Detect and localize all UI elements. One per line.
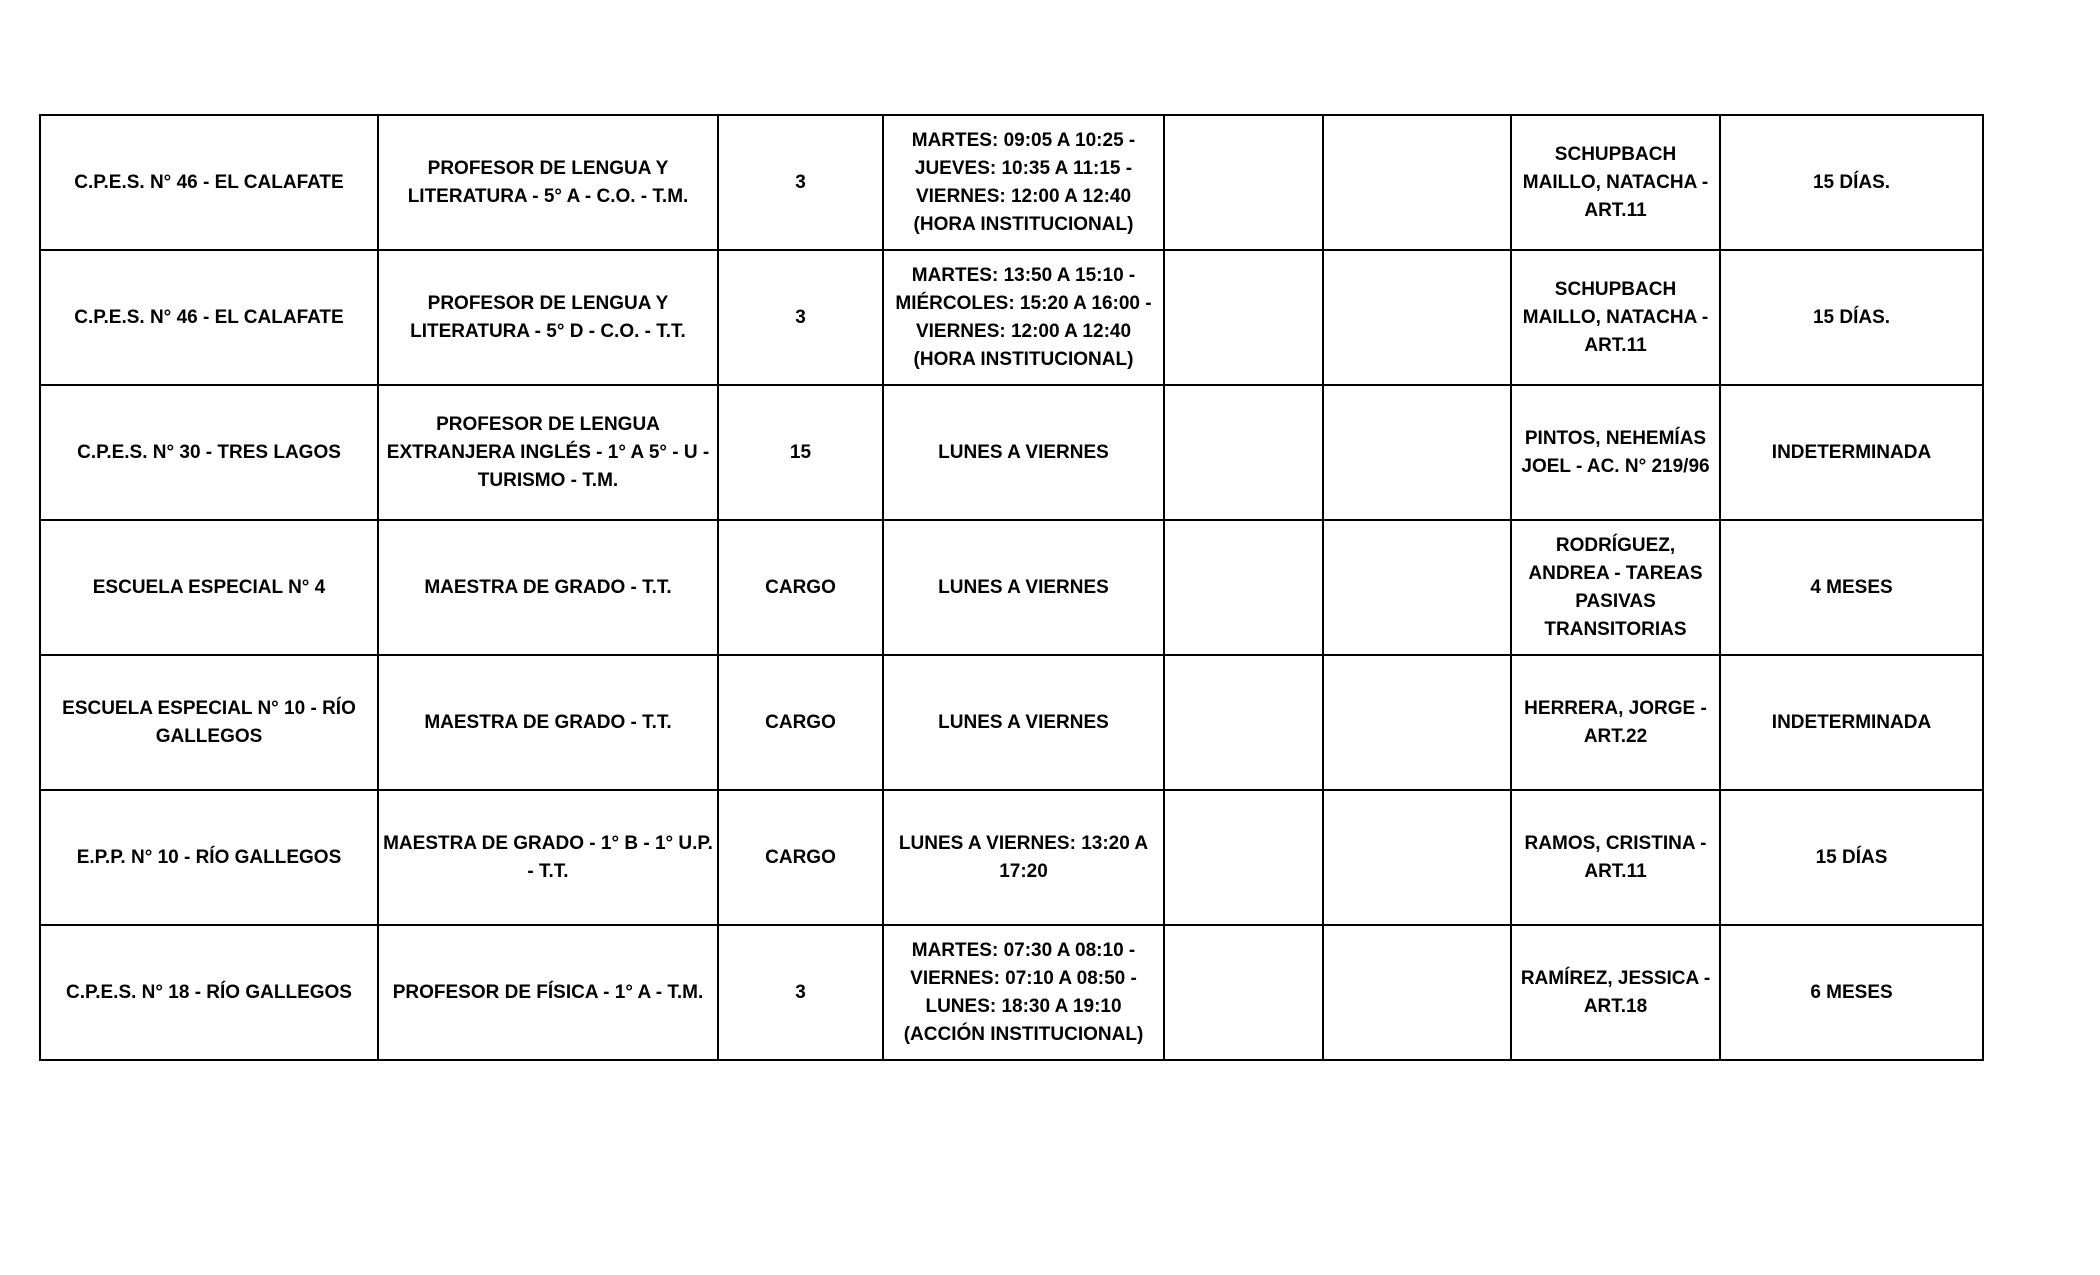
school-cell: ESCUELA ESPECIAL N° 10 - RÍO GALLEGOS (40, 655, 378, 790)
empty-cell-5 (1164, 655, 1323, 790)
table-row (40, 925, 1983, 1060)
hours-cell: CARGO (718, 790, 883, 925)
position-cell: MAESTRA DE GRADO - T.T. (378, 655, 718, 790)
school-cell: ESCUELA ESPECIAL N° 4 (40, 520, 378, 655)
empty-cell-6 (1323, 115, 1511, 250)
teacher-cell: PINTOS, NEHEMÍAS JOEL - AC. N° 219/96 (1511, 385, 1720, 520)
empty-cell-6 (1323, 790, 1511, 925)
schedule-cell: MARTES: 07:30 A 08:10 - VIERNES: 07:10 A 08:50 - LUNES: 18:30 A 19:10 (ACCIÓN INSTITUCIONAL) (883, 925, 1164, 1060)
table-row (40, 385, 1983, 520)
duration-cell: INDETERMINADA (1720, 655, 1983, 790)
schedule-cell: LUNES A VIERNES: 13:20 A 17:20 (883, 790, 1164, 925)
teacher-cell: SCHUPBACH MAILLO, NATACHA - ART.11 (1511, 250, 1720, 385)
position-cell: PROFESOR DE LENGUA EXTRANJERA INGLÉS - 1° A 5° - U - TURISMO - T.M. (378, 385, 718, 520)
duration-cell: 4 MESES (1720, 520, 1983, 655)
hours-cell: 3 (718, 115, 883, 250)
school-cell: E.P.P. N° 10 - RÍO GALLEGOS (40, 790, 378, 925)
teacher-cell: HERRERA, JORGE - ART.22 (1511, 655, 1720, 790)
teacher-cell: SCHUPBACH MAILLO, NATACHA - ART.11 (1511, 115, 1720, 250)
school-cell: C.P.E.S. N° 46 - EL CALAFATE (40, 250, 378, 385)
hours-cell: CARGO (718, 655, 883, 790)
duration-cell: 15 DÍAS (1720, 790, 1983, 925)
table-row (40, 655, 1983, 790)
teacher-cell: RAMOS, CRISTINA - ART.11 (1511, 790, 1720, 925)
vacancies-table (39, 114, 1984, 1061)
schedule-cell: LUNES A VIERNES (883, 655, 1164, 790)
school-cell: C.P.E.S. N° 46 - EL CALAFATE (40, 115, 378, 250)
position-cell: PROFESOR DE LENGUA Y LITERATURA - 5° A - C.O. - T.M. (378, 115, 718, 250)
position-cell: MAESTRA DE GRADO - 1° B - 1° U.P. - T.T. (378, 790, 718, 925)
empty-cell-5 (1164, 250, 1323, 385)
empty-cell-6 (1323, 385, 1511, 520)
duration-cell: 15 DÍAS. (1720, 250, 1983, 385)
table-row (40, 790, 1983, 925)
school-cell: C.P.E.S. N° 30 - TRES LAGOS (40, 385, 378, 520)
teacher-cell: RAMÍREZ, JESSICA - ART.18 (1511, 925, 1720, 1060)
duration-cell: INDETERMINADA (1720, 385, 1983, 520)
hours-cell: 3 (718, 925, 883, 1060)
school-cell: C.P.E.S. N° 18 - RÍO GALLEGOS (40, 925, 378, 1060)
hours-cell: CARGO (718, 520, 883, 655)
duration-cell: 6 MESES (1720, 925, 1983, 1060)
hours-cell: 15 (718, 385, 883, 520)
schedule-cell: LUNES A VIERNES (883, 385, 1164, 520)
empty-cell-5 (1164, 115, 1323, 250)
hours-cell: 3 (718, 250, 883, 385)
duration-cell: 15 DÍAS. (1720, 115, 1983, 250)
empty-cell-6 (1323, 250, 1511, 385)
table-row (40, 520, 1983, 655)
table-row (40, 115, 1983, 250)
empty-cell-5 (1164, 520, 1323, 655)
empty-cell-5 (1164, 925, 1323, 1060)
empty-cell-5 (1164, 385, 1323, 520)
empty-cell-6 (1323, 520, 1511, 655)
teacher-cell: RODRÍGUEZ, ANDREA - TAREAS PASIVAS TRANSITORIAS (1511, 520, 1720, 655)
schedule-cell: LUNES A VIERNES (883, 520, 1164, 655)
table-row (40, 250, 1983, 385)
table-body (40, 115, 1983, 1060)
schedule-cell: MARTES: 09:05 A 10:25 - JUEVES: 10:35 A 11:15 - VIERNES: 12:00 A 12:40 (HORA INSTITUCIONAL) (883, 115, 1164, 250)
position-cell: MAESTRA DE GRADO - T.T. (378, 520, 718, 655)
empty-cell-5 (1164, 790, 1323, 925)
empty-cell-6 (1323, 655, 1511, 790)
position-cell: PROFESOR DE LENGUA Y LITERATURA - 5° D - C.O. - T.T. (378, 250, 718, 385)
empty-cell-6 (1323, 925, 1511, 1060)
schedule-cell: MARTES: 13:50 A 15:10 - MIÉRCOLES: 15:20 A 16:00 - VIERNES: 12:00 A 12:40 (HORA INSTITUCIONAL) (883, 250, 1164, 385)
position-cell: PROFESOR DE FÍSICA - 1° A - T.M. (378, 925, 718, 1060)
